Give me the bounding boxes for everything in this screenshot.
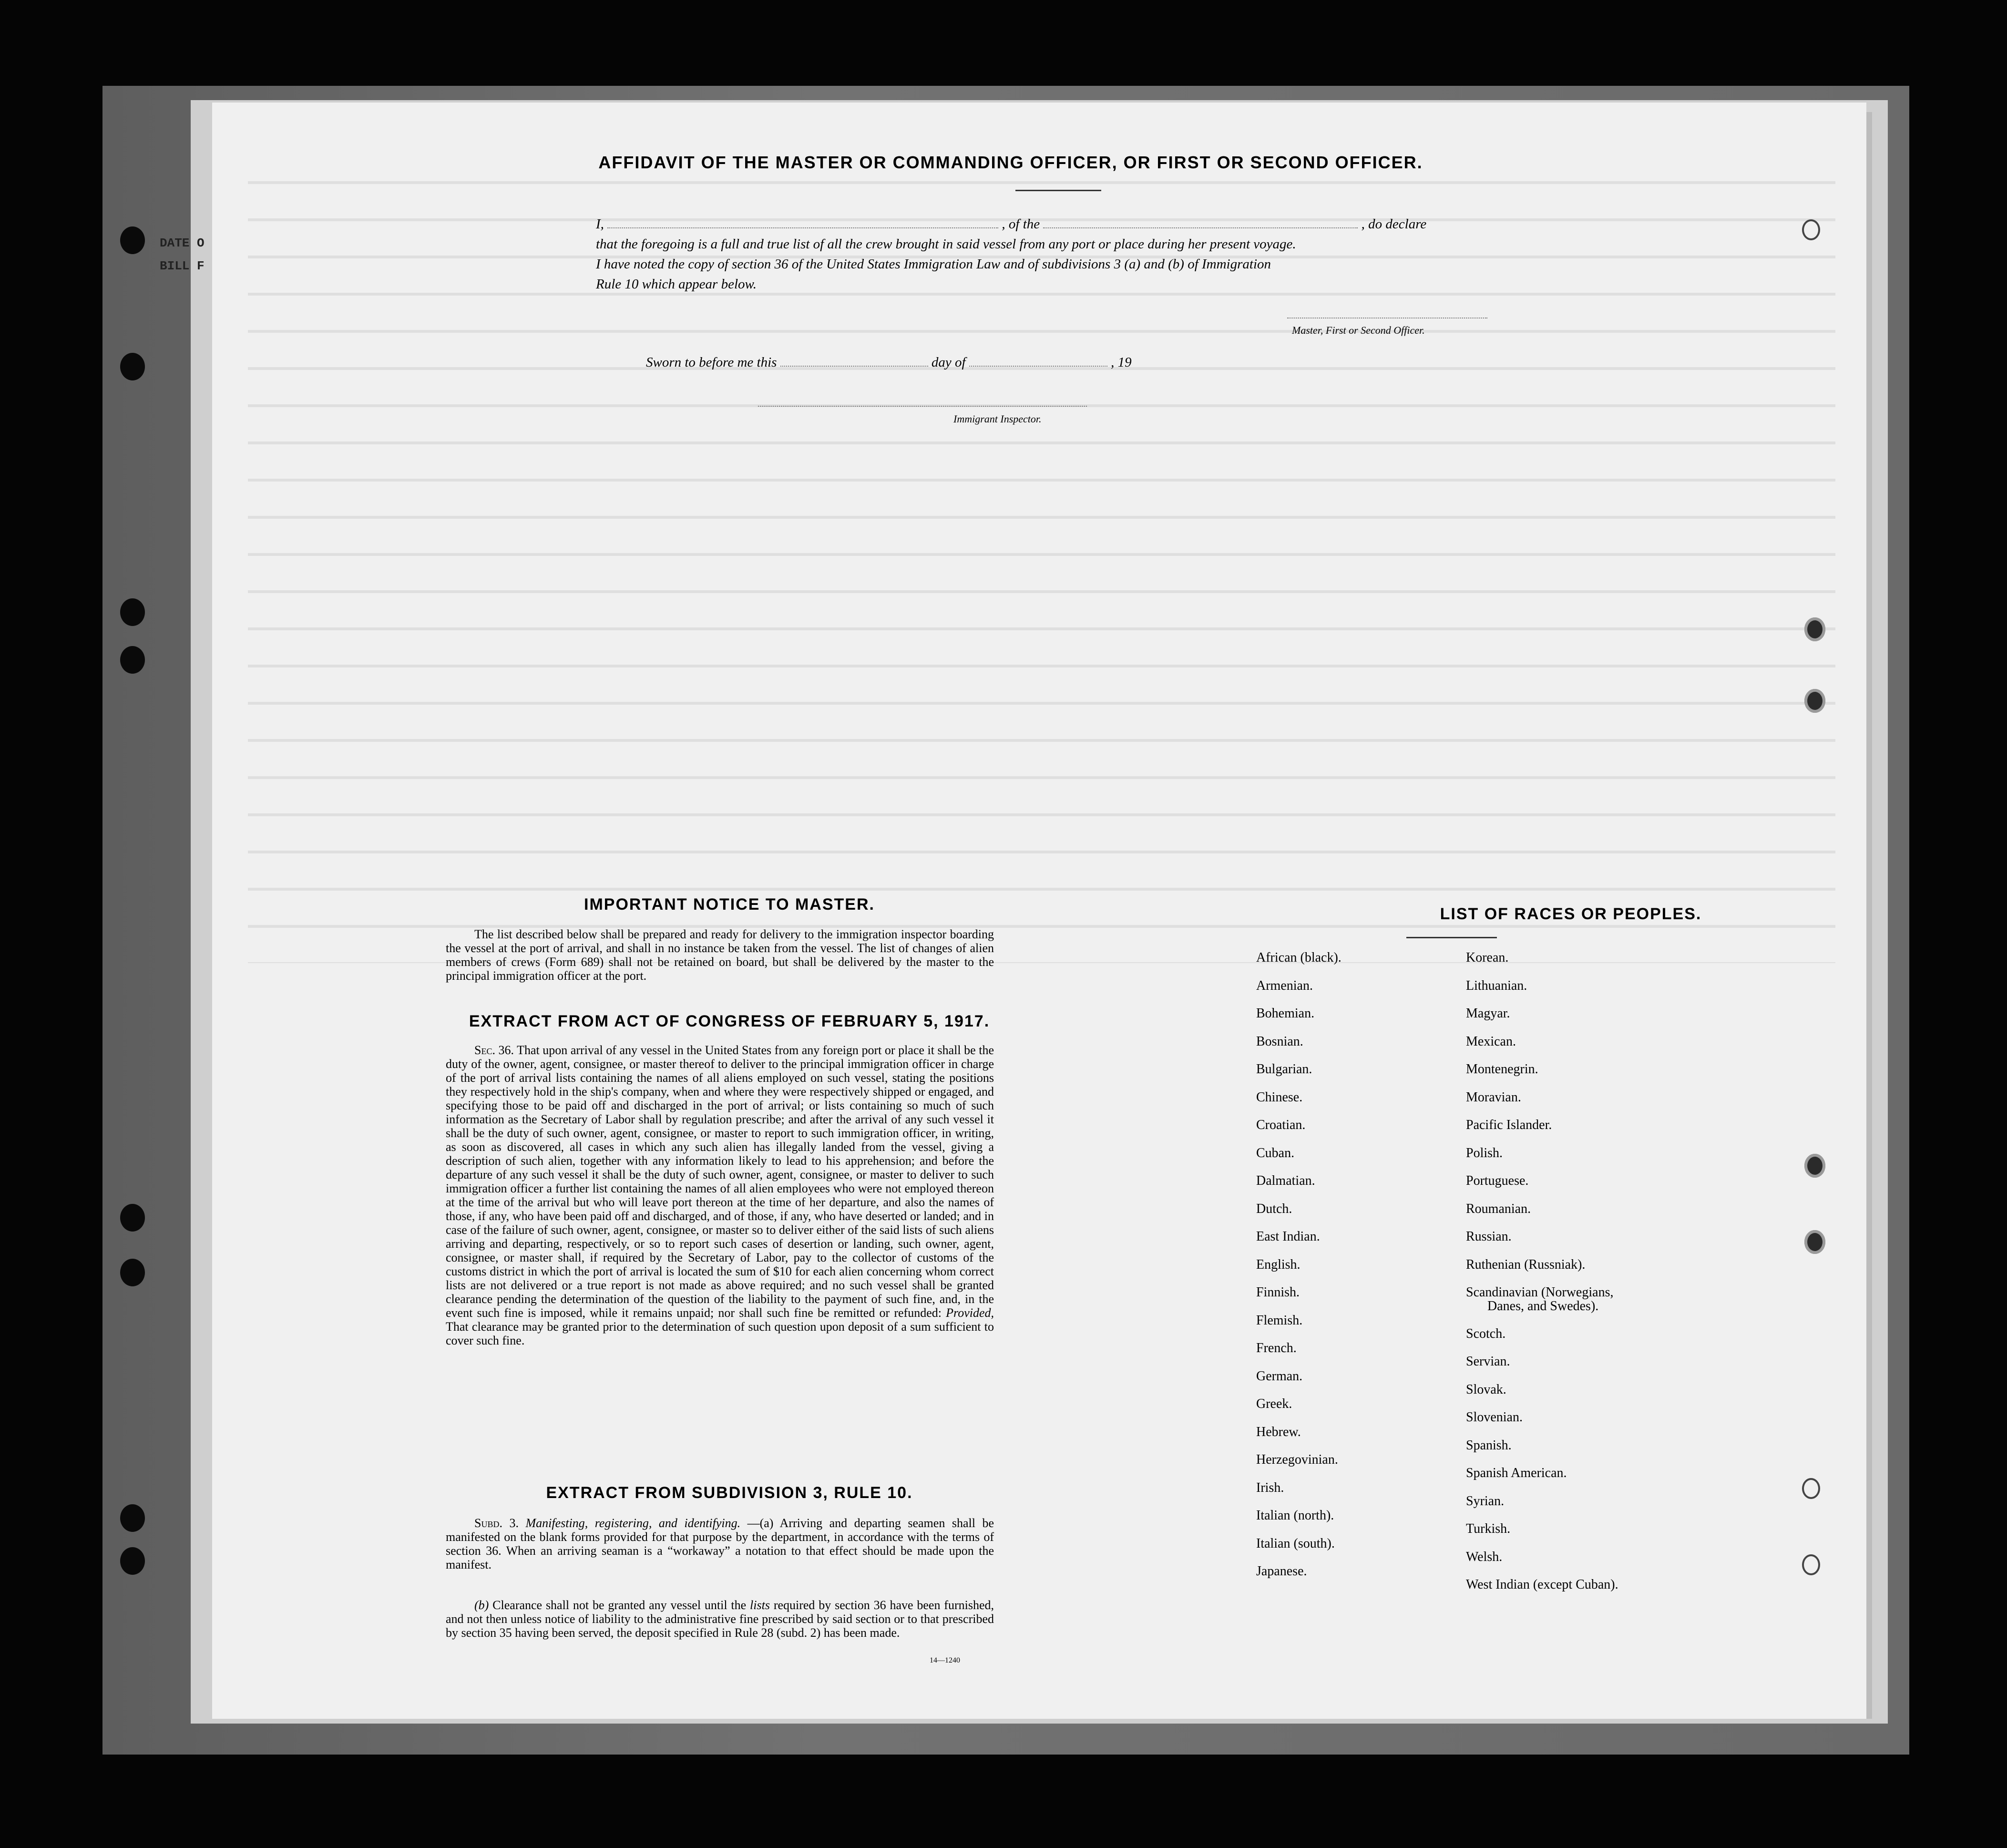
- section-label: Sec. 36.: [474, 1043, 514, 1057]
- race-item: Italian (south).: [1256, 1536, 1335, 1551]
- race-item: Hebrew.: [1256, 1424, 1301, 1439]
- race-item: Lithuanian.: [1466, 978, 1527, 993]
- race-item: English.: [1256, 1257, 1300, 1272]
- binder-hole-icon: [1804, 1230, 1825, 1254]
- provided-text: Provided,: [946, 1306, 994, 1320]
- master-signature-label: Master, First or Second Officer.: [1292, 324, 1425, 336]
- binder-hole-icon: [120, 1204, 145, 1232]
- race-item: Irish.: [1256, 1480, 1284, 1495]
- race-item: Portuguese.: [1466, 1173, 1529, 1188]
- race-item: Scandinavian (Norwegians,: [1466, 1285, 1614, 1300]
- race-item: Chinese.: [1256, 1089, 1303, 1105]
- affidavit-declare: , do declare: [1361, 216, 1427, 232]
- binder-hole-icon: [120, 353, 145, 380]
- para-b-text: Clearance shall not be granted any vessel until the: [492, 1598, 747, 1612]
- race-item: Dutch.: [1256, 1201, 1292, 1216]
- binder-hole-icon: [120, 1547, 145, 1575]
- race-item: Magyar.: [1466, 1006, 1510, 1021]
- race-item: Flemish.: [1256, 1313, 1303, 1328]
- extract-act-title: EXTRACT FROM ACT OF CONGRESS OF FEBRUARY 5, 1917.: [469, 1012, 990, 1030]
- extract-act-body: [446, 1043, 994, 1347]
- race-item: Slovenian.: [1466, 1410, 1523, 1425]
- race-item: French.: [1256, 1341, 1297, 1355]
- sworn-line: [646, 353, 1266, 372]
- race-item: African (black).: [1256, 950, 1341, 965]
- binder-hole-icon: [1804, 689, 1825, 713]
- affidavit-line: that the foregoing is a full and true list of all the crew brought in said vessel from any port or place during her present voyage.: [596, 236, 1296, 252]
- binder-hole-icon: [120, 646, 145, 674]
- race-item: Armenian.: [1256, 978, 1313, 993]
- master-signature-line[interactable]: [1287, 315, 1487, 318]
- affidavit-title: AFFIDAVIT OF THE MASTER OR COMMANDING OFFICER, OR FIRST OR SECOND OFFICER.: [598, 153, 1423, 172]
- affidavit-line: I have noted the copy of section 36 of the United States Immigration Law and of subdivisions 3 (a) and (b) of Immigration: [596, 257, 1271, 272]
- sworn-day-field[interactable]: [780, 353, 928, 367]
- binder-hole-icon: [1802, 1554, 1820, 1575]
- extract-rule-para-a: [446, 1516, 994, 1571]
- race-item: Greek.: [1256, 1396, 1292, 1411]
- race-item: Montenegrin.: [1466, 1062, 1538, 1077]
- affidavit-line: Rule 10 which appear below.: [596, 277, 757, 292]
- inspector-signature-line[interactable]: [758, 403, 1087, 407]
- race-item: Finnish.: [1256, 1285, 1300, 1300]
- section-text: That upon arrival of any vessel in the United States from any foreign port or place it shall be the duty of the owner, agent, consignee, or master thereof to deliver to the principal immigration officer in charge of the port of arrival lists containing the names of all aliens employed on such vessel, stating the positions they respectively hold in the ship's company, when and where they were respectively shipped or engaged, and specifying those to be paid off and discharged in the port of arrival; or lists containing so much of such information as the Secretary of Labor shall by regulation prescribe; and after the arrival of any such vessel it shall be the duty of such owner, agent, consignee, or master to report to such immigration officer, in writing, as soon as discovered, all cases in which any such alien has illegally landed from the vessel, giving a description of such alien, together with any information likely to lead to his apprehension; and before the departure of any such vessel it shall be the duty of such owner, agent, consignee, or master to deliver to such immigration officer a further list containing the names of all alien employees who were not employed thereon at the time of the arrival but who will leave port thereon at the time of her departure, and also the names of those, if any, who have been paid off and discharged, and of those, if any, who have deserted or landed; and in case of the failure of such owner, agent, consignee, or master so to deliver either of the said lists of such aliens arriving and departing, respectively, or so to report such cases of desertion or landing, such owner, agent, consignee, or master shall, if required by the Secretary of Labor, pay to the collector of customs of the customs district in which the port of arrival is located the sum of $10 for each alien concerning whom correct lists are not delivered or a true report is not made as above required; and no such vessel shall be granted clearance pending the determination of the question of the liability to the payment of such fine, and, in the event such fine is imposed, while it remains unpaid; nor shall such fine be remitted or refunded:: [446, 1043, 994, 1320]
- race-item: Mexican.: [1466, 1034, 1516, 1049]
- race-item: Danes, and Swedes).: [1487, 1298, 1599, 1314]
- extract-rule-para-b: [446, 1598, 994, 1640]
- binder-hole-icon: [120, 1259, 145, 1286]
- race-item: Bohemian.: [1256, 1006, 1315, 1021]
- binder-hole-icon: [1804, 617, 1825, 641]
- races-title: LIST OF RACES OR PEOPLES.: [1440, 905, 1702, 923]
- race-item: German.: [1256, 1368, 1303, 1384]
- race-item: Cuban.: [1256, 1145, 1295, 1160]
- subd-heading: Manifesting, registering, and identifying.: [525, 1516, 741, 1530]
- race-item: Russian.: [1466, 1229, 1512, 1244]
- title-underline: [1015, 190, 1101, 191]
- race-item: Bulgarian.: [1256, 1062, 1312, 1077]
- form-number: 14—1240: [930, 1656, 960, 1664]
- sworn-text: Sworn to before me this: [646, 355, 777, 370]
- inspector-signature-label: Immigrant Inspector.: [953, 413, 1042, 425]
- race-item: West Indian (except Cuban).: [1466, 1577, 1618, 1592]
- extract-rule-title: EXTRACT FROM SUBDIVISION 3, RULE 10.: [546, 1484, 913, 1502]
- race-item: Roumanian.: [1466, 1201, 1531, 1216]
- race-item: Korean.: [1466, 950, 1509, 965]
- race-item: Scotch.: [1466, 1326, 1506, 1341]
- sworn-month-field[interactable]: [969, 353, 1107, 367]
- affidavit-i: I,: [596, 216, 604, 232]
- affidavit-of-the: , of the: [1002, 216, 1040, 232]
- race-item: Welsh.: [1466, 1549, 1503, 1564]
- notice-title: IMPORTANT NOTICE TO MASTER.: [584, 895, 875, 914]
- margin-stamp-line: DATE O: [160, 236, 205, 250]
- subd-para-a: —(a) Arriving and departing seamen shall be manifested on the blank forms provided for that purpose by the department, in accordance with the terms of section 36. When an arriving seaman is a “workaway” a notation to that effect should be made upon the manifest.: [446, 1516, 994, 1571]
- para-b-label: (b): [474, 1598, 489, 1612]
- binder-hole-icon: [1802, 1478, 1820, 1499]
- race-item: East Indian.: [1256, 1229, 1320, 1244]
- affidavit-declaration: [596, 215, 1549, 234]
- race-item: Italian (north).: [1256, 1508, 1334, 1523]
- race-item: Servian.: [1466, 1354, 1510, 1369]
- race-item: Syrian.: [1466, 1493, 1505, 1509]
- para-b-lists: lists: [750, 1598, 770, 1612]
- margin-stamp: [160, 236, 205, 273]
- race-item: Japanese.: [1256, 1564, 1307, 1579]
- race-item: Slovak.: [1466, 1382, 1506, 1397]
- race-item: Pacific Islander.: [1466, 1118, 1552, 1132]
- race-item: Bosnian.: [1256, 1034, 1303, 1049]
- race-item: Turkish.: [1466, 1521, 1511, 1536]
- day-of-text: day of: [931, 355, 966, 370]
- race-item: Moravian.: [1466, 1089, 1521, 1105]
- vessel-name-field[interactable]: [1043, 215, 1358, 228]
- notice-body: The list described below shall be prepared and ready for delivery to the immigration inspector boarding the vessel at the port of arrival, and shall in no instance be taken from the vessel. The list of changes of alien members of crews (Form 689) shall not be retained on board, but shall be delivered by the master to the principal immigration officer at the port.: [446, 927, 994, 983]
- binder-hole-icon: [120, 1504, 145, 1532]
- race-item: Dalmatian.: [1256, 1173, 1315, 1188]
- binder-hole-icon: [120, 598, 145, 626]
- margin-stamp-line: BILL F: [160, 259, 205, 273]
- race-item: Ruthenian (Russniak).: [1466, 1257, 1586, 1272]
- para-b-text-end: required by section 36 have been furnished, and not then unless notice of liability to the administrative fine prescribed by said section or to that prescribed by section 35 having been served, the deposit specified in Rule 28 (subd. 2) has been made.: [446, 1598, 994, 1640]
- section-text-end: That clearance may be granted prior to the determination of such question upon deposit of a sum sufficient to cover such fine.: [446, 1320, 994, 1347]
- race-item: Croatian.: [1256, 1118, 1306, 1132]
- race-item: Spanish American.: [1466, 1466, 1567, 1480]
- bleed-through-text: [248, 153, 1835, 963]
- races-title-underline: [1406, 937, 1497, 938]
- year-text: , 19: [1111, 355, 1132, 370]
- master-name-field[interactable]: [607, 215, 998, 228]
- race-item: Herzegovinian.: [1256, 1452, 1338, 1467]
- binder-hole-icon: [1802, 219, 1820, 240]
- binder-hole-icon: [1804, 1154, 1825, 1178]
- race-item: Spanish.: [1466, 1437, 1512, 1453]
- binder-hole-icon: [120, 226, 145, 254]
- subd-label: Subd. 3.: [474, 1516, 519, 1530]
- race-item: Polish.: [1466, 1145, 1503, 1160]
